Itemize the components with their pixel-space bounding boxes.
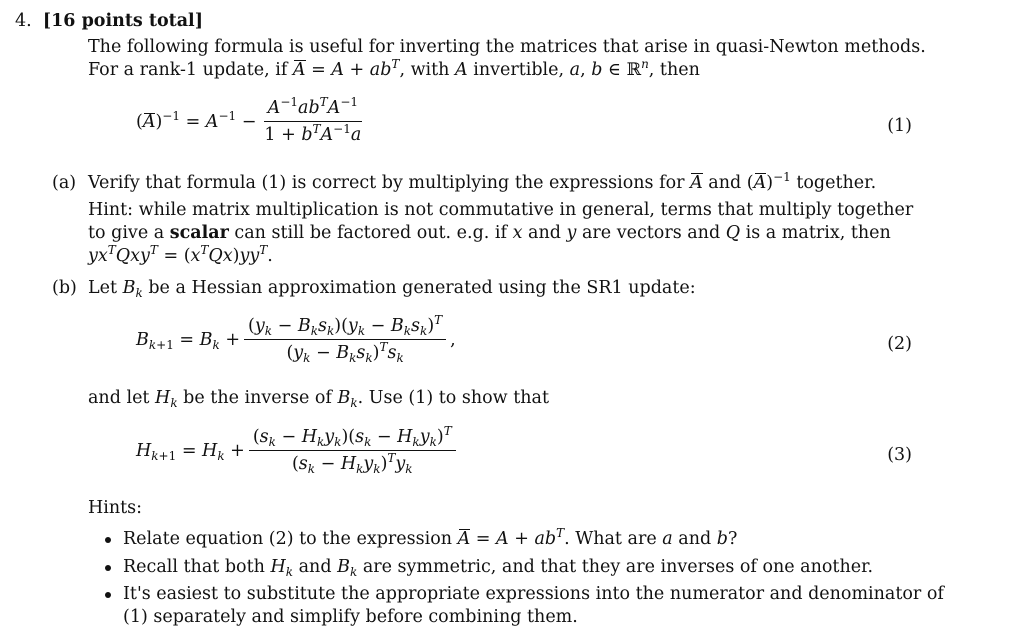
equation-1-number: (1) bbox=[887, 116, 912, 136]
problem-heading bbox=[15, 10, 203, 32]
equation-2-fraction: $\frac{(y_k - B_ks_k)(y_k - B_ks_k)^T}{(y_k - B_ks_k)^Ts_k}$ bbox=[244, 316, 446, 363]
part-b-mid-text: and let $H_k$ be the inverse of $B_k$. Use (1) to show that bbox=[88, 388, 549, 410]
hint-item-2: Recall that both $H_k$ and $B_k$ are symmetric, and that they are inverses of one another. bbox=[123, 556, 873, 578]
part-a-hint-1: Hint: while matrix multiplication is not commutative in general, terms that multiply together bbox=[88, 200, 914, 220]
bullet-icon bbox=[105, 565, 111, 571]
intro-line-2: For a rank-1 update, if $A = A + ab^T$, with A invertible, a, b ∈ ℝ$^n$, then bbox=[88, 57, 700, 80]
part-a-label: (a) bbox=[52, 173, 77, 193]
bullet-icon bbox=[105, 537, 111, 543]
part-a-hint-3: $yx^TQxy^T = (x^TQx)yy^T$. bbox=[88, 243, 273, 266]
hint-item-3: It's easiest to substitute the appropriate expressions into the numerator and denominator of bbox=[123, 583, 944, 605]
equation-3-number: (3) bbox=[887, 445, 912, 465]
equation-2-number: (2) bbox=[887, 334, 912, 354]
problem-points: [16 points total] bbox=[42, 11, 203, 31]
bullet-icon bbox=[105, 592, 111, 598]
equation-3-fraction: $\frac{(s_k - H_ky_k)(s_k - H_ky_k)^T}{(s_k - H_ky_k)^Ty_k}$ bbox=[249, 427, 456, 474]
part-b-label: (b) bbox=[52, 278, 77, 298]
intro-line-1: The following formula is useful for inverting the matrices that arise in quasi-Newton methods. bbox=[88, 37, 926, 57]
hints-title: Hints: bbox=[88, 498, 143, 518]
hint-item-3-continued: (1) separately and simplify before combining them. bbox=[123, 607, 578, 627]
equation-3: $H_{k+1} = H_k$ + $\frac{(s_k - H_ky_k)(s_k - H_ky_k)^T}{(s_k - H_ky_k)^Ty_k}$ bbox=[136, 427, 460, 474]
part-a-hint-2: to give a scalar can still be factored out. e.g. if x and y are vectors and Q is a matrix, then bbox=[88, 223, 891, 243]
equation-1: $(A)^{-1} = A^{-1}$ − $\frac{A^{-1}ab^TA^{-1}}{1 + b^TA^{-1}a}$ bbox=[136, 98, 369, 145]
equation-2: $B_{k+1} = B_k$ + $\frac{(y_k - B_ks_k)(y_k - B_ks_k)^T}{(y_k - B_ks_k)^Ts_k}$ , bbox=[136, 313, 456, 365]
equation-1-fraction: $\frac{A^{-1}ab^TA^{-1}}{1 + b^TA^{-1}a}$ bbox=[264, 95, 362, 145]
part-a-line-1: Verify that formula (1) is correct by multiplying the expressions for A and $(A)^{-1}$ together. bbox=[88, 170, 877, 193]
part-b-line-1: Let $B_k$ be a Hessian approximation generated using the SR1 update: bbox=[88, 278, 696, 300]
problem-number: 4. bbox=[15, 11, 32, 31]
hint-item-1: Relate equation (2) to the expression $A = A + ab^T$. What are a and b? bbox=[123, 528, 737, 550]
